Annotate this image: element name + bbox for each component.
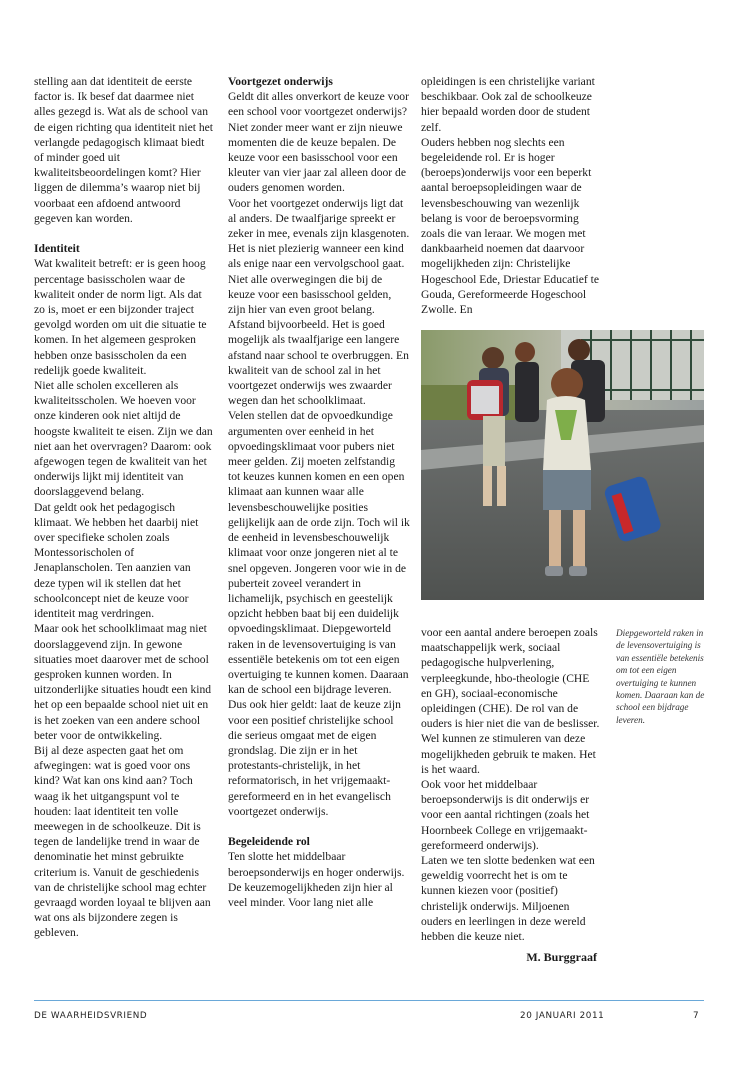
col1-body: Wat kwaliteit betreft: er is geen hoog percentage basisscholen waar de kwaliteit onder de norm ligt. Als dat zo is, moet er een bijzonder traject gevolgd worden om uit die situatie te komen. In het algemeen gesproken hebben onze basisscholen da een redelijk goede kwaliteit. Niet alle scholen excelleren als kwaliteitsscholen. We hoeven voor onze kinderen ook niet altijd de hoogste kwaliteit te eisen. Zijn we dan niet aan het overvragen? Daarom: ook afgewogen tegen de kwaliteit van het onderwijs lijkt mij identiteit van doorslaggevend belang. Dat geldt ook het pedagogisch klimaat. We hebben het daarbij niet over specifieke scholen zoals Montessorischolen of Jenaplanscholen. Ten aanzien van deze typen wil ik stellen dat het schoolconcept niet de keuze voor identiteit mag verdringen. Maar ook het schoolklimaat mag niet doorslaggevend zijn. In gewone situaties moet daarover met de school gesproken kunnen worden. In uitzonderlijke situaties houdt een kind het op een bepaalde school niet uit en is het zoeken van een andere school beter voor de ontwikkeling. Bij al deze aspecten gaat het om afwegingen: wat is goed voor ons kind? Wat kan ons kind aan? Toch waag ik het uitgangspunt vol te houden: laat identiteit ten volle meewegen in de schoolkeuze. Dit is tegen de landelijke trend in waar de denominatie het minst gebruikte criterium is. Vanuit de geschiedenis van de christelijke school mag echter gevraagd worden loyaal te blijven aan wat ons als bijzondere zegen is gebleven. (34, 257, 213, 940)
col2-body: Geldt dit alles onverkort de keuze voor een school voor voortgezet onderwijs? Niet zonder meer want er zijn nieuwe momenten die de keuze bepalen. De keuze voor een basisschool voor een kleuter van vier jaar zal alleen door de ouders genomen worden. Voor het voortgezet onderwijs ligt dat al anders. De twaalfjarige spreekt er zeker in mee, evenals zijn klasgenoten. Het is niet plezierig wanneer een kind als enige naar een vervolgschool gaat. Niet alle overwegingen die bij de keuze voor een basisschool gelden, zijn hier van even groot belang. Afstand bijvoorbeeld. Het is goed mogelijk als twaalfjarige een langere afstand naar school te overbruggen. En kwaliteit van de school zal in het voortgezet onderwijs wes zwaarder wegen dan het schoolklimaat. Velen stellen dat de opvoedkundige argumenten over eenheid in het opvoedingsklimaat voor pubers niet meer gelden. Zij moeten zelfstandig tot keuzes kunnen komen en een open klimaat aan kunnen waar alle levensbeschouwelijke posities gelijkelijk aan de orde zijn. Toch wil ik de eenheid in levensbeschouwelijk klimaat voor onze jongeren niet al te snel opgeven. Jongeren voor wie in de puberteit zoveel verandert in lichamelijk, psychisch en geestelijk opzicht hebben baat bij een duidelijk opvoedingsklimaat. Diepgeworteld raken in de levensovertuiging is van essentiële betekenis om tot een eigen overtuiging te kunnen komen. Daaraan kan de school een bijdrage leveren. Dus ook hier geldt: laat de keuze zijn voor een positief christelijke school die serieus omgaat met de eigen grondslag. Die zijn er in het protestants-christelijk, in het reformatorisch, in het vrijgemaakt-gereformeerd en in het evangelisch voortgezet onderwijs. (228, 90, 410, 818)
author-signature: M. Burggraaf (526, 950, 597, 964)
article-column-1 (34, 74, 214, 941)
section-heading-voortgezet: Voortgezet onderwijs (228, 75, 333, 88)
page-number: 7 (693, 1011, 700, 1021)
footer-divider (34, 1000, 704, 1001)
col2-closing: Ten slotte het middelbaar beroepsonderwijs en hoger onderwijs. De keuzemogelijkheden zijn hier al veel minder. Voor lang niet alle (228, 850, 408, 909)
photo-caption: Diepgeworteld raken in de levensovertuiging is van essentiële betekenis om tot een eigen overtuiging te kunnen komen. Daaraan kan de school een bijdrage leveren. (616, 628, 705, 725)
col3-body-top: opleidingen is een christelijke variant beschikbaar. Ook zal de schoolkeuze hier bepaald worden door de student zelf. Ouders hebben nog slechts een begeleidende rol. Er is hoger (beroeps)onderwijs voor een beperkt aantal beroepsopleidingen waar de levensbeschouwing van wezenlijk belang is voor de beroepsvorming zoals die van leraar. We mogen met dankbaarheid noemen dat daarvoor mogelijkheden zijn: Christelijke Hogeschool Ede, Driestar Educatief te Gouda, Gereformeerde Hogeschool Zwolle. En (421, 75, 600, 317)
col1-paragraph: stelling aan dat identiteit de eerste factor is. Ik besef dat daarmee niet alles gezegd is. Wat als de school van de eigen richting qua identiteit niet het verlangde pedagogisch klimaat biedt of minder goed uit kwaliteitsbeoordelingen komt? Hier liggen de dilemma’s waarop niet bij voorbaat een afdoend antwoord gegeven kan worden. (34, 75, 216, 225)
article-column-2 (228, 74, 410, 910)
section-heading-identiteit: Identiteit (34, 242, 80, 256)
col3-body-bottom: voor een aantal andere beroepen zoals maatschappelijk werk, sociaal pedagogische hulpverlening, verpleegkunde, hbo-theologie (CHE en GH), sociaal-economische opleidingen (CHE). De rol van de ouders is hier niet die van de beslisser. Wel kunnen ze stimuleren van deze mogelijkheden gebruik te maken. Het is het waard. Ook voor het middelbaar beroepsonderwijs is dit onderwijs er voor een aantal richtingen (zoals het Hoornbeek College en vrijgemaakt-gereformeerd onderwijs). Laten we ten slotte bedenken wat een geweldig voorrecht het is om te kunnen kiezen voor (positief) christelijk onderwijs. Miljoenen ouders en leerlingen in deze wereld hebben die keuze niet. (421, 626, 600, 944)
article-column-3-bottom (421, 625, 603, 944)
article-column-3-top (421, 74, 603, 317)
section-heading-begeleidende-rol: Begeleidende rol (228, 835, 310, 849)
footer-publication: DE WAARHEIDSVRIEND (34, 1011, 148, 1021)
children-walking-photo (421, 330, 704, 600)
footer-date: 20 JANUARI 2011 (520, 1011, 605, 1021)
